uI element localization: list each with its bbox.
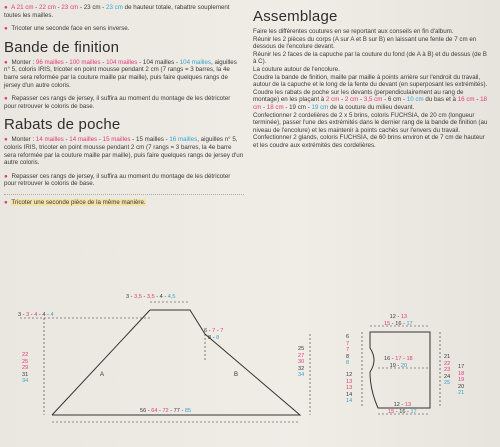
rabats-jersey (4, 173, 244, 188)
hl-4: 8 (346, 353, 350, 360)
ht2-2: 16 (395, 320, 402, 327)
hm-1: 16 (384, 356, 391, 362)
ls-2: 25 (22, 358, 29, 365)
rabats-paragraph: ● Monter : 14 mailles - 14 mailles - 15 mailles - 15 mailles - 16 mailles, aiguilles n° 5, coloris IRIS, tricoter en point mousse pendant 2 cm (7 rangs = 3 barres, la 4e barre sera reformée par la couture maille par maille), puis faire quelques rangs de jersey d'un autre coloris. (4, 136, 244, 167)
hr-2: 22 (444, 360, 451, 367)
p6-mid: du bas et à (425, 96, 456, 104)
bande-jersey (4, 95, 244, 110)
intro-rest: de hauteur totale, rabattre souplement toutes les mailles. (4, 4, 230, 19)
p6-size2-3: 18 cm (266, 103, 284, 111)
assemblage-p1: Faire les différentes coutures en se reportant aux conseils en fin d'album. (253, 28, 454, 35)
hl-5: 8 (346, 360, 350, 367)
hr-4: 24 (444, 373, 451, 380)
hm-3: 18 (406, 356, 413, 362)
bande-size-2: 100 mailles (69, 58, 101, 66)
top-label-2: 3,5 (134, 294, 142, 300)
bullet-icon: ● (4, 95, 8, 103)
p6-size-4: 6 cm (387, 96, 402, 104)
ht-1: 12 (389, 314, 396, 320)
p6-prefix: Coudre les rabats de poche sur les devants (perpendiculairement au rang de montage) en les plaçant à (253, 88, 464, 104)
ht2-1: 15 (384, 320, 391, 327)
section-title-rabats: Rabats de poche (4, 116, 121, 134)
bottom-label-5: 85 (184, 408, 192, 414)
hm2-2: 20 (400, 362, 408, 369)
lt-label-3: 4 (34, 312, 38, 318)
size-4: 23 cm (83, 4, 101, 11)
monter-label: Monter : (11, 136, 35, 144)
bullet-icon: ● (4, 198, 8, 206)
rabats-size-3: 15 mailles (102, 136, 131, 144)
mid-label-3: 7 (220, 328, 224, 334)
bande-paragraph: ● Monter : 96 mailles - 100 mailles - 104 mailles - 104 mailles - 104 mailles, aiguilles n° 5, coloris IRIS, tricoter en point mousse pendant 2 cm (7 rangs = 3 barres, la 4e barre sera reformée par la couture maille par maille), puis faire quelques rangs de jersey d'un autre coloris. (4, 58, 237, 89)
p6-size2-1: 16 cm (457, 96, 475, 104)
ls-4: 31 (22, 371, 29, 378)
mid-label-1: 6 (204, 328, 208, 334)
assemblage-p8: Confectionner 2 glands, coloris FUCHSIA, de 60 brins environ et de 7 cm de hauteur et les coudre aux extrémités des cordelières. (253, 134, 485, 149)
bottom-label-4: 77 (173, 408, 180, 414)
body-left-edge (52, 310, 150, 415)
rs-4: 32 (298, 365, 305, 372)
hr2-1: 17 (458, 364, 465, 370)
hl-3: 7 (346, 347, 350, 354)
assemblage-p6: Coudre les rabats de poche sur les devants (perpendiculairement au rang de montage) en les plaçant à 2 cm - 2 cm - 3,5 cm - 6 cm - 10 cm du bas et à 16 cm - 18 cm - 18 cm - 19 cm - 19 cm de la couture du milieu devant. (253, 88, 487, 111)
assemblage-p2: Réunir les 2 pièces du corps (A sur A et B sur B) en laissant une fente de 7 cm en dessous de l'encolure devant. (253, 35, 477, 51)
top-label-5: 4,5 (167, 294, 176, 300)
top-label-4: 4 (159, 294, 163, 300)
size-2: 22 cm (39, 4, 56, 11)
lt-label-4: 4 (42, 312, 46, 318)
mid-label-2: 7 (212, 328, 216, 334)
right-side-label (298, 346, 304, 379)
hb2-3: 17 (410, 408, 417, 415)
hood-top-label: 12 - 13 15 - 16 - 17 (384, 314, 413, 327)
hm-2: 17 (395, 356, 402, 362)
bande-body: , aiguilles n° 5, coloris IRIS, tricoter en point mousse pendant 2 cm (7 rangs = 3 barres, la 4e barre sera reformée par la couture maille par maille), puis faire quelques rangs de jersey d'un autre coloris. (4, 58, 237, 89)
rabats-size-5: 16 mailles (169, 136, 198, 144)
hl-2: 7 (346, 340, 350, 347)
bottom-label-3: 72 (162, 408, 169, 414)
rs-1: 25 (298, 346, 305, 352)
bottom-label-1: 56 (140, 408, 147, 414)
rabats-jersey-text: Repasser ces rangs de jersey, il suffira au moment du montage de les détricoter pour retrouver le coloris de base. (4, 172, 231, 188)
rs-3: 30 (298, 359, 305, 366)
bande-size-4: 104 mailles (142, 58, 175, 66)
mid-label-5: 8 (216, 334, 220, 341)
p6-size-2: 2 cm (344, 96, 359, 104)
hr2-2: 18 (458, 370, 465, 377)
mid-label-4: 8 (208, 334, 212, 341)
ht-2: 13 (400, 314, 408, 320)
assemblage-p4: La couture autour de l'encolure. (253, 65, 340, 73)
middle-measure-label: 6 - 7 - 7 8 - 8 (204, 328, 224, 341)
bande-jersey-text: Repasser ces rangs de jersey, il suffira au moment du montage de les détricoter pour retrouver le coloris de base. (4, 95, 231, 110)
hl2-4: 14 (346, 391, 353, 398)
hr2-3: 19 (458, 377, 465, 384)
bullet-icon: ● (4, 136, 8, 144)
rabats-size-2: 14 mailles (69, 136, 98, 144)
bottom-label-2: 64 (151, 408, 158, 414)
monter-label: Monter : (11, 58, 35, 66)
hl2-3: 13 (346, 385, 353, 392)
hb2-1: 15 (388, 408, 395, 415)
hood-mid-label: 16 - 17 - 18 19 - 20 (384, 356, 413, 369)
hb2-2: 16 (399, 408, 406, 415)
section-title-assemblage: Assemblage (253, 8, 338, 25)
ls-3: 29 (22, 365, 29, 372)
hr2-4: 20 (458, 383, 465, 390)
hood-right-label (444, 354, 450, 387)
bande-size-3: 104 mailles (106, 58, 138, 66)
hood-bottom-label: 12 - 13 15 - 16 - 17 (388, 402, 417, 415)
second-piece-text: Tricoter une seconde pièce de la même manière. (11, 198, 146, 206)
p6-size-5: 10 cm (406, 96, 424, 104)
rabats-size-4: 15 mailles (136, 136, 164, 144)
hb-1: 12 (393, 402, 400, 408)
hood-left-label (346, 334, 349, 367)
left-column (4, 4, 244, 213)
rabats-body: , aiguilles n° 5, coloris IRIS, tricoter en point mousse pendant 2 cm (7 rangs = 3 barres, la 4e barre sera reformée par la couture maille par maille), puis faire quelques rangs de jersey d'un autre coloris. (4, 136, 244, 167)
assemblage-p5: Coudre la bande de finition, maille par maille à points arrière sur l'endroit du travail, autour de la capuche et le long de la fente du devant (en superposant les extrémités). (253, 73, 488, 89)
top-measure-label: 3 - 3,5 - 3,5 - 4 - 4,5 (126, 294, 176, 300)
hl2-5: 14 (346, 398, 353, 405)
rs-5: 34 (298, 372, 305, 379)
hl2-2: 13 (346, 378, 353, 385)
left-top-measure-label: 3 - 3 - 4 - 4 - 4 (18, 312, 54, 318)
ls-1: 22 (22, 352, 29, 358)
letter-b: B (234, 372, 239, 378)
p6-size2-2: 18 cm (253, 96, 487, 111)
hr-3: 23 (444, 367, 451, 374)
hl-1: 6 (346, 334, 350, 340)
bullet-icon: ● (4, 4, 8, 11)
hl2-1: 12 (346, 372, 353, 378)
p6-size-1: 2 cm (325, 96, 340, 104)
lt-label-5: 4 (50, 312, 54, 318)
lt-label-1: 3 (18, 312, 22, 318)
hood-right2-label (458, 364, 464, 397)
hr-1: 21 (444, 354, 451, 360)
p6-size-3: 3,5 cm (363, 96, 383, 104)
hm2-1: 19 (389, 362, 396, 369)
hood-left2-label (346, 372, 352, 405)
bottom-measure-label: 56 - 64 - 72 - 77 - 85 (140, 408, 192, 414)
bullet-icon: ● (4, 25, 8, 33)
second-piece (4, 199, 244, 207)
rs-2: 27 (298, 352, 305, 359)
size-3: 23 cm (61, 4, 79, 11)
second-face-text: Tricoter une seconde face en sens inverse. (11, 25, 130, 33)
divider (4, 194, 244, 195)
bande-size-5: 104 mailles (179, 58, 212, 66)
ht2-3: 17 (406, 320, 413, 327)
bullet-icon: ● (4, 58, 8, 66)
p6-size2-5: 19 cm (311, 103, 329, 111)
top-label-3: 3,5 (146, 294, 155, 300)
body-right-edge (150, 310, 300, 415)
second-face (4, 25, 244, 33)
ls-5: 34 (22, 378, 29, 385)
bande-size-1: 96 mailles (35, 58, 64, 66)
lt-label-2: 3 (26, 312, 30, 318)
right-column (253, 4, 491, 150)
bullet-icon: ● (4, 172, 8, 180)
schematic-diagrams (0, 290, 500, 447)
top-label-1: 3 (126, 294, 130, 300)
left-side-label (22, 352, 28, 385)
assemblage-p7: Confectionner 2 cordelières de 2 x 5 brins, coloris FUCHSIA, de 20 cm (longueur terminée), passer l'une des extrémités dans le dernier rang de la bande de finition (au niveau de l'encolure) et les maintenir à points cachés sur l'envers du travail. (253, 111, 488, 134)
hr2-5: 21 (458, 390, 465, 397)
assemblage-p3: Réunir les 2 faces de la capuche par la couture du fond (de A à B) et du dessus (de B à C). (253, 50, 487, 66)
hood-outline (370, 332, 430, 408)
size-5: 23 cm (106, 4, 123, 11)
p6-size2-4: 19 cm (289, 103, 306, 111)
intro-paragraph: ● A 21 cm - 22 cm - 23 cm - 23 cm - 23 cm de hauteur totale, rabattre souplement toutes les mailles. (4, 4, 230, 19)
rabats-size-1: 14 mailles (35, 136, 64, 144)
p6-end: de la couture du milieu devant. (330, 103, 415, 111)
letter-a: A (100, 372, 105, 378)
hr-5: 25 (444, 380, 451, 387)
schematic-svg (0, 290, 500, 447)
size-1: A 21 cm (11, 4, 34, 11)
section-title-bande: Bande de finition (4, 38, 120, 56)
hb-2: 13 (404, 402, 412, 408)
